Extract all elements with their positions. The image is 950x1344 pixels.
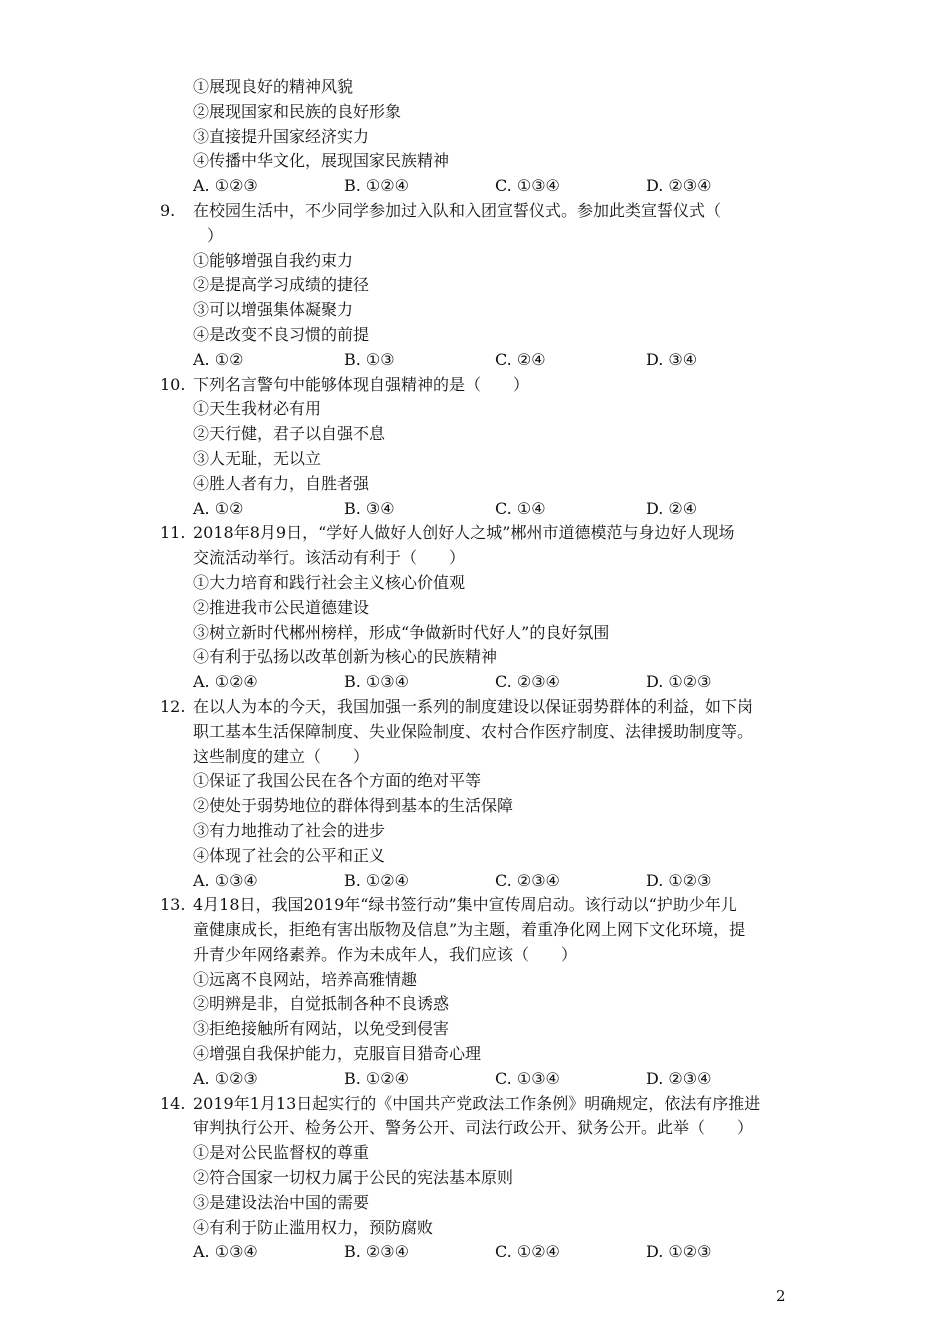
option-line: ②展现国家和民族的良好形象	[193, 101, 402, 121]
option-line: ①保证了我国公民在各个方面的绝对平等	[193, 771, 482, 791]
question-stem-line	[160, 373, 800, 398]
question-number: 13.	[160, 895, 186, 915]
choice-d: D. ②④	[646, 498, 698, 518]
choice-a: A. ①②③	[193, 1068, 258, 1088]
question-number: 14.	[160, 1093, 186, 1113]
answer-choices	[160, 869, 800, 894]
option-line: ④胜人者有力，自胜者强	[193, 473, 370, 493]
choice-b: B. ③④	[344, 498, 395, 518]
choice-a: A. ①③④	[193, 870, 258, 890]
option-line: ④增强自我保护能力，克服盲目猎奇心理	[193, 1044, 482, 1064]
question-text: 2018年8月9日，“学好人做好人创好人之城”郴州市道德模范与身边好人现场	[193, 523, 735, 543]
choice-d: D. ②③④	[646, 1068, 712, 1088]
choice-c: C. ①③④	[495, 1068, 560, 1088]
choice-a: A. ①②④	[193, 672, 258, 692]
choice-d: D. ①②③	[646, 870, 712, 890]
choice-b: B. ①③	[344, 349, 395, 369]
question-text: 2019年1月13日起实行的《中国共产党政法工作条例》明确规定，依法有序推进	[193, 1093, 761, 1113]
choice-a: A. ①②	[193, 349, 244, 369]
choice-b: B. ②③④	[344, 1242, 409, 1262]
answer-choices	[160, 1240, 800, 1265]
option-line: ③是建设法治中国的需要	[193, 1192, 370, 1212]
answer-choices	[160, 348, 800, 373]
choice-d: D. ③④	[646, 349, 698, 369]
option-line: ④是改变不良习惯的前提	[193, 324, 370, 344]
choice-d: D. ②③④	[646, 176, 712, 196]
choice-d: D. ①②③	[646, 1242, 712, 1262]
option-line: ②推进我市公民道德建设	[193, 597, 370, 617]
question-number: 9.	[160, 200, 176, 220]
question-stem-line: 审判执行公开、检务公开、警务公开、司法行政公开、狱务公开。此举（ ）	[193, 1118, 754, 1138]
question-stem-line: 职工基本生活保障制度、失业保险制度、农村合作医疗制度、法律援助制度等。	[193, 721, 754, 741]
option-line: ②明辨是非，自觉抵制各种不良诱惑	[193, 994, 450, 1014]
question-stem-line	[160, 695, 800, 720]
option-line: ②是提高学习成绩的捷径	[193, 275, 370, 295]
option-line: ①能够增强自我约束力	[193, 250, 354, 270]
answer-choices	[160, 1067, 800, 1092]
question-stem-line	[160, 199, 800, 224]
option-line: ③人无耻，无以立	[193, 448, 322, 468]
question-stem-line	[160, 1092, 800, 1117]
option-line: ④体现了社会的公平和正义	[193, 845, 386, 865]
option-line: ①是对公民监督权的尊重	[193, 1143, 370, 1163]
choice-b: B. ①②④	[344, 1068, 409, 1088]
choice-a: A. ①③④	[193, 1242, 258, 1262]
option-line: ④有利于弘扬以改革创新为核心的民族精神	[193, 647, 498, 667]
choice-c: C. ②③④	[495, 672, 560, 692]
option-line: ①天生我材必有用	[193, 399, 322, 419]
question-number: 10.	[160, 374, 186, 394]
answer-choices	[160, 174, 800, 199]
choice-b: B. ①②④	[344, 870, 409, 890]
option-line: ④传播中华文化，展现国家民族精神	[193, 151, 450, 171]
choice-b: B. ①③④	[344, 672, 409, 692]
question-stem-line: 升青少年网络素养。作为未成年人，我们应该（ ）	[193, 944, 578, 964]
choice-d: D. ①②③	[646, 672, 712, 692]
question-stem-line	[160, 893, 800, 918]
option-line: ③有力地推动了社会的进步	[193, 820, 386, 840]
question-text: 在以人为本的今天，我国加强一系列的制度建设以保证弱势群体的利益，如下岗	[193, 696, 754, 716]
option-line: ③可以增强集体凝聚力	[193, 300, 354, 320]
question-content	[160, 75, 800, 1265]
choice-a: A. ①②③	[193, 176, 258, 196]
question-stem-line: ）	[207, 225, 224, 245]
question-text: 在校园生活中，不少同学参加过入队和入团宣誓仪式。参加此类宣誓仪式（	[193, 200, 722, 220]
question-text: 4月18日，我国2019年“绿书签行动”集中宣传周启动。该行动以“护助少年儿	[193, 895, 737, 915]
choice-c: C. ①②④	[495, 1242, 560, 1262]
question-stem-line: 这些制度的建立（ ）	[193, 746, 370, 766]
question-stem-line: 童健康成长，拒绝有害出版物及信息”为主题，着重净化网上网下文化环境，提	[193, 920, 746, 940]
choice-a: A. ①②	[193, 498, 244, 518]
option-line: ③直接提升国家经济实力	[193, 126, 370, 146]
choice-c: C. ①④	[495, 498, 546, 518]
answer-choices	[160, 670, 800, 695]
choice-b: B. ①②④	[344, 176, 409, 196]
option-line: ②天行健，君子以自强不息	[193, 424, 386, 444]
choice-c: C. ②③④	[495, 870, 560, 890]
option-line: ①大力培育和践行社会主义核心价值观	[193, 572, 466, 592]
question-text: 下列名言警句中能够体现自强精神的是（ ）	[193, 374, 530, 394]
option-line: ③拒绝接触所有网站，以免受到侵害	[193, 1019, 450, 1039]
option-line: ③树立新时代郴州榜样，形成“争做新时代好人”的良好氛围	[193, 622, 610, 642]
question-number: 11.	[160, 523, 186, 543]
choice-c: C. ①③④	[495, 176, 560, 196]
option-line: ④有利于防止滥用权力，预防腐败	[193, 1217, 434, 1237]
question-stem-line: 交流活动举行。该活动有利于（ ）	[193, 548, 466, 568]
answer-choices	[160, 497, 800, 522]
question-number: 12.	[160, 696, 186, 716]
option-line: ①展现良好的精神风貌	[193, 77, 354, 96]
choice-c: C. ②④	[495, 349, 546, 369]
option-line: ②使处于弱势地位的群体得到基本的生活保障	[193, 796, 514, 816]
option-line: ①远离不良网站，培养高雅情趣	[193, 969, 418, 989]
page-number: 2	[776, 1287, 786, 1305]
option-line: ②符合国家一切权力属于公民的宪法基本原则	[193, 1168, 514, 1188]
question-stem-line	[160, 521, 800, 546]
